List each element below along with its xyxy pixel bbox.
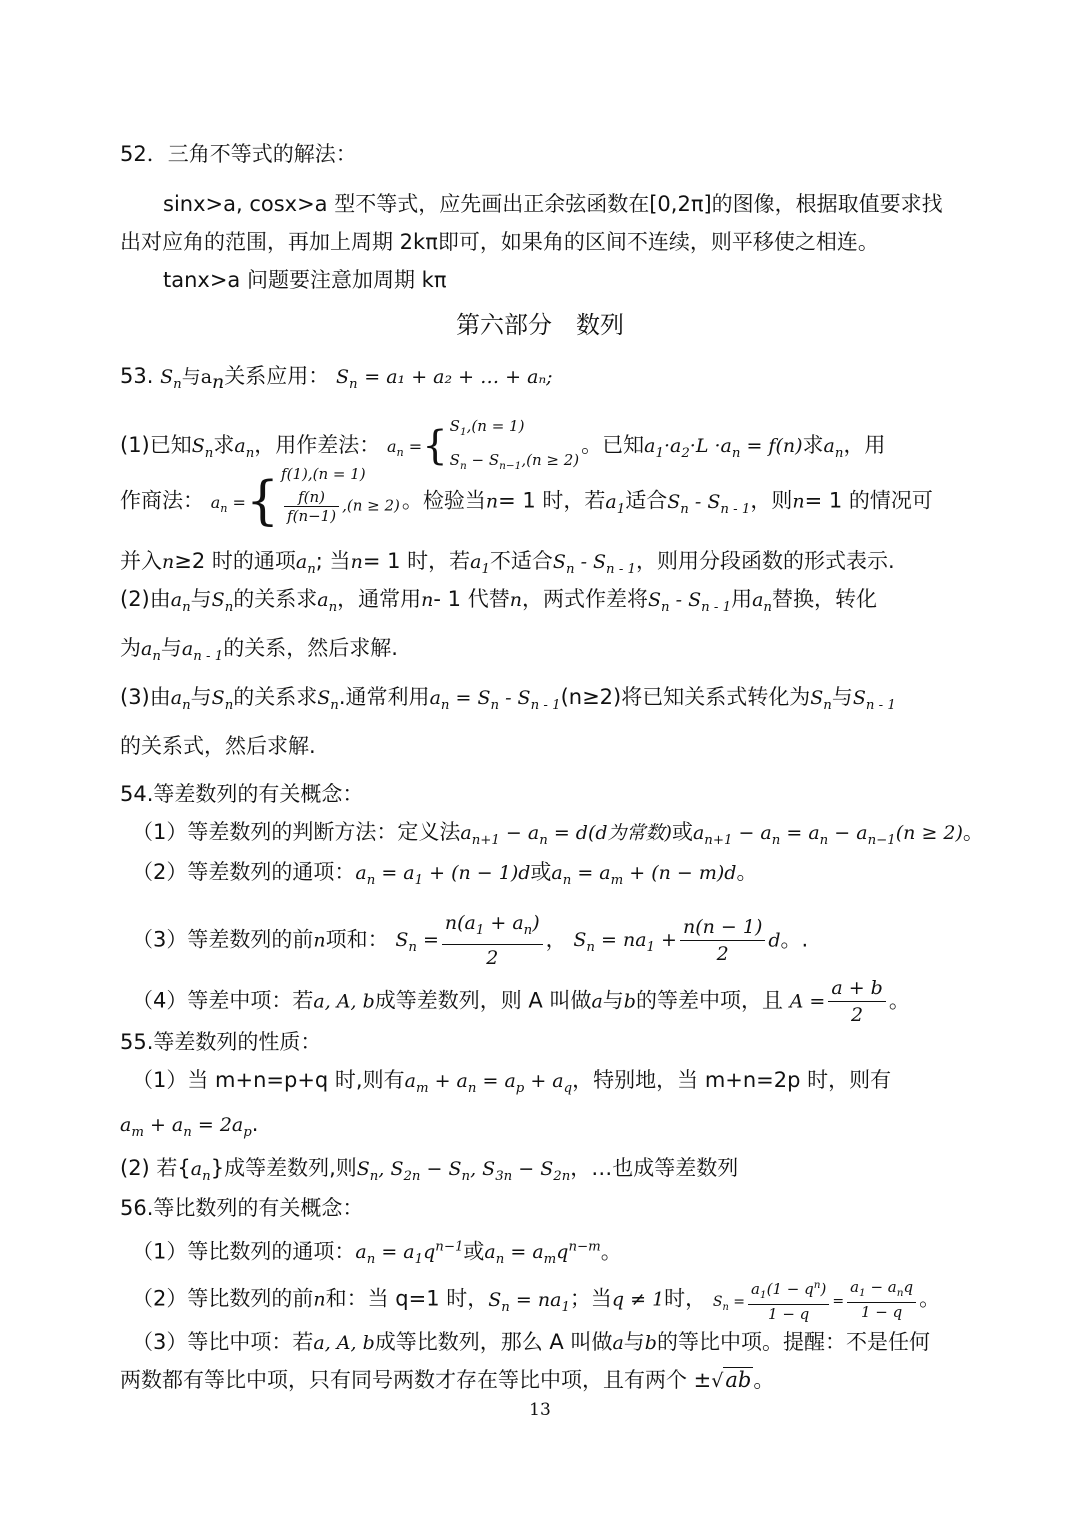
s54-a: （1）等差数列的判断方法：定义法$a_{n+1} - a_n = d(d$为常数)或$a_{n+1} - a_n = a_n - a_{n-1}(n \ge 2)$。	[132, 820, 984, 848]
s53-label: 53.	[120, 364, 154, 388]
s52-p2: 出对应角的范围，再加上周期 2kπ即可，如果角的区间不连续，则平移使之相连。	[120, 230, 879, 254]
s54-title: 54.等差数列的有关概念：	[120, 782, 364, 806]
s54-c: （3）等差数列的前n项和： $S_n$ = $\frac{n(a_1 + a_n)}{2}$ ， $S_n = na_1$ + $\frac{n(n - 1)}{2}$ d。.	[132, 912, 809, 969]
s53-item1b: 作商法： $a_n$ ={ f(1),(n = 1) $\frac{f(n)}{f(n-1)}$ ,(n ≥ 2) 。检验当n= 1 时，若$a_1$适合$S_n - S_{n - 1}$，则n= 1 的情况可	[120, 465, 933, 532]
s56-a: （1）等比数列的通项：$a_n = a_1q^{n-1}$或$a_n = a_mq^{n-m}$。	[132, 1239, 622, 1268]
s53-item1: (1)已知$S_n$求$a_n$，用作差法： $a_n$ ={ $S_1,(n = 1)$ $S_n - S_{n-1},(n \ge 2)$ 。已知$a_1\cdot a_2\cdot L \cdot a_n = f(n)$求$a_n$，用	[120, 417, 886, 472]
s53-item3: (3)由$a_n$与$S_n$的关系求$S_n$.通常利用$a_n = S_n - S_{n - 1}(n\ge 2)$将已知关系式转化为$S_n$与$S_{n - 1}$	[120, 685, 896, 713]
s56-d: 两数都有等比中项，只有同号两数才存在等比中项，且有两个 ±√ab。	[120, 1368, 775, 1392]
s52-title: 52．三角不等式的解法：	[120, 142, 357, 166]
s53-title: 53. $S_n$与$a_n$关系应用： $S_n = a_1 + a_2$ + … + aₙ;	[120, 364, 553, 394]
s53-item2: (2)由$a_n$与$S_n$的关系求$a_n$，通常用n- 1 代替n，两式作差将$S_n - S_{n - 1}$用$a_n$替换，转化	[120, 587, 877, 615]
s53-item1c: 并入n≥2 时的通项$a_n$; 当n= 1 时，若$a_1$不适合$S_n - S_{n - 1}$，则用分段函数的形式表示.	[120, 549, 895, 577]
s55-a2: $a_m + a_n = 2a_p$.	[120, 1112, 259, 1140]
page-number: 13	[529, 1400, 551, 1420]
s55-b: (2) 若$\{a_n\}$成等差数列,则$S_n$, $S_{2n} - S_n$, $S_{3n} - S_{2n}$，…也成等差数列	[120, 1156, 739, 1184]
chapter-heading: 第六部分 数列	[456, 311, 624, 339]
s54-d: （4）等差中项：若a, A, b成等差数列，则 A 叫做a与b的等差中项，且 A = $\frac{a + b}{2}$ 。	[132, 977, 910, 1026]
s56-b: （2）等比数列的前n和：当 q=1 时，$S_n = na_1$；当q ≠ 1时， $S_n$ = $\frac{a_1(1 - q^n)}{1 - q}$ = $\frac{a_1 - a_nq}{1 - q}$ 。	[132, 1278, 941, 1323]
s54-b: （2）等差数列的通项：$a_n = a_1 + (n - 1)d$或$a_n = a_m + (n - m)d$。	[132, 860, 758, 888]
s56-title: 56.等比数列的有关概念：	[120, 1196, 364, 1220]
s56-c: （3）等比中项：若a, A, b成等比数列，那么 A 叫做a与b的等比中项。提醒：不是任何	[132, 1330, 930, 1354]
s53-item3b: 的关系式，然后求解.	[120, 734, 316, 758]
s55-a: （1）当 m+n=p+q 时,则有$a_m + a_n = a_p + a_q$，特别地，当 m+n=2p 时，则有	[132, 1068, 892, 1096]
s52-p1: sinx>a, cosx>a 型不等式，应先画出正余弦函数在[0,2π]的图像，根据取值要求找	[163, 192, 943, 216]
s52-p3: tanx>a 问题要注意加周期 kπ	[163, 268, 447, 292]
s55-title: 55.等差数列的性质：	[120, 1030, 322, 1054]
s53-item2b: 为$a_n$与$a_{n - 1}$的关系，然后求解.	[120, 636, 398, 664]
